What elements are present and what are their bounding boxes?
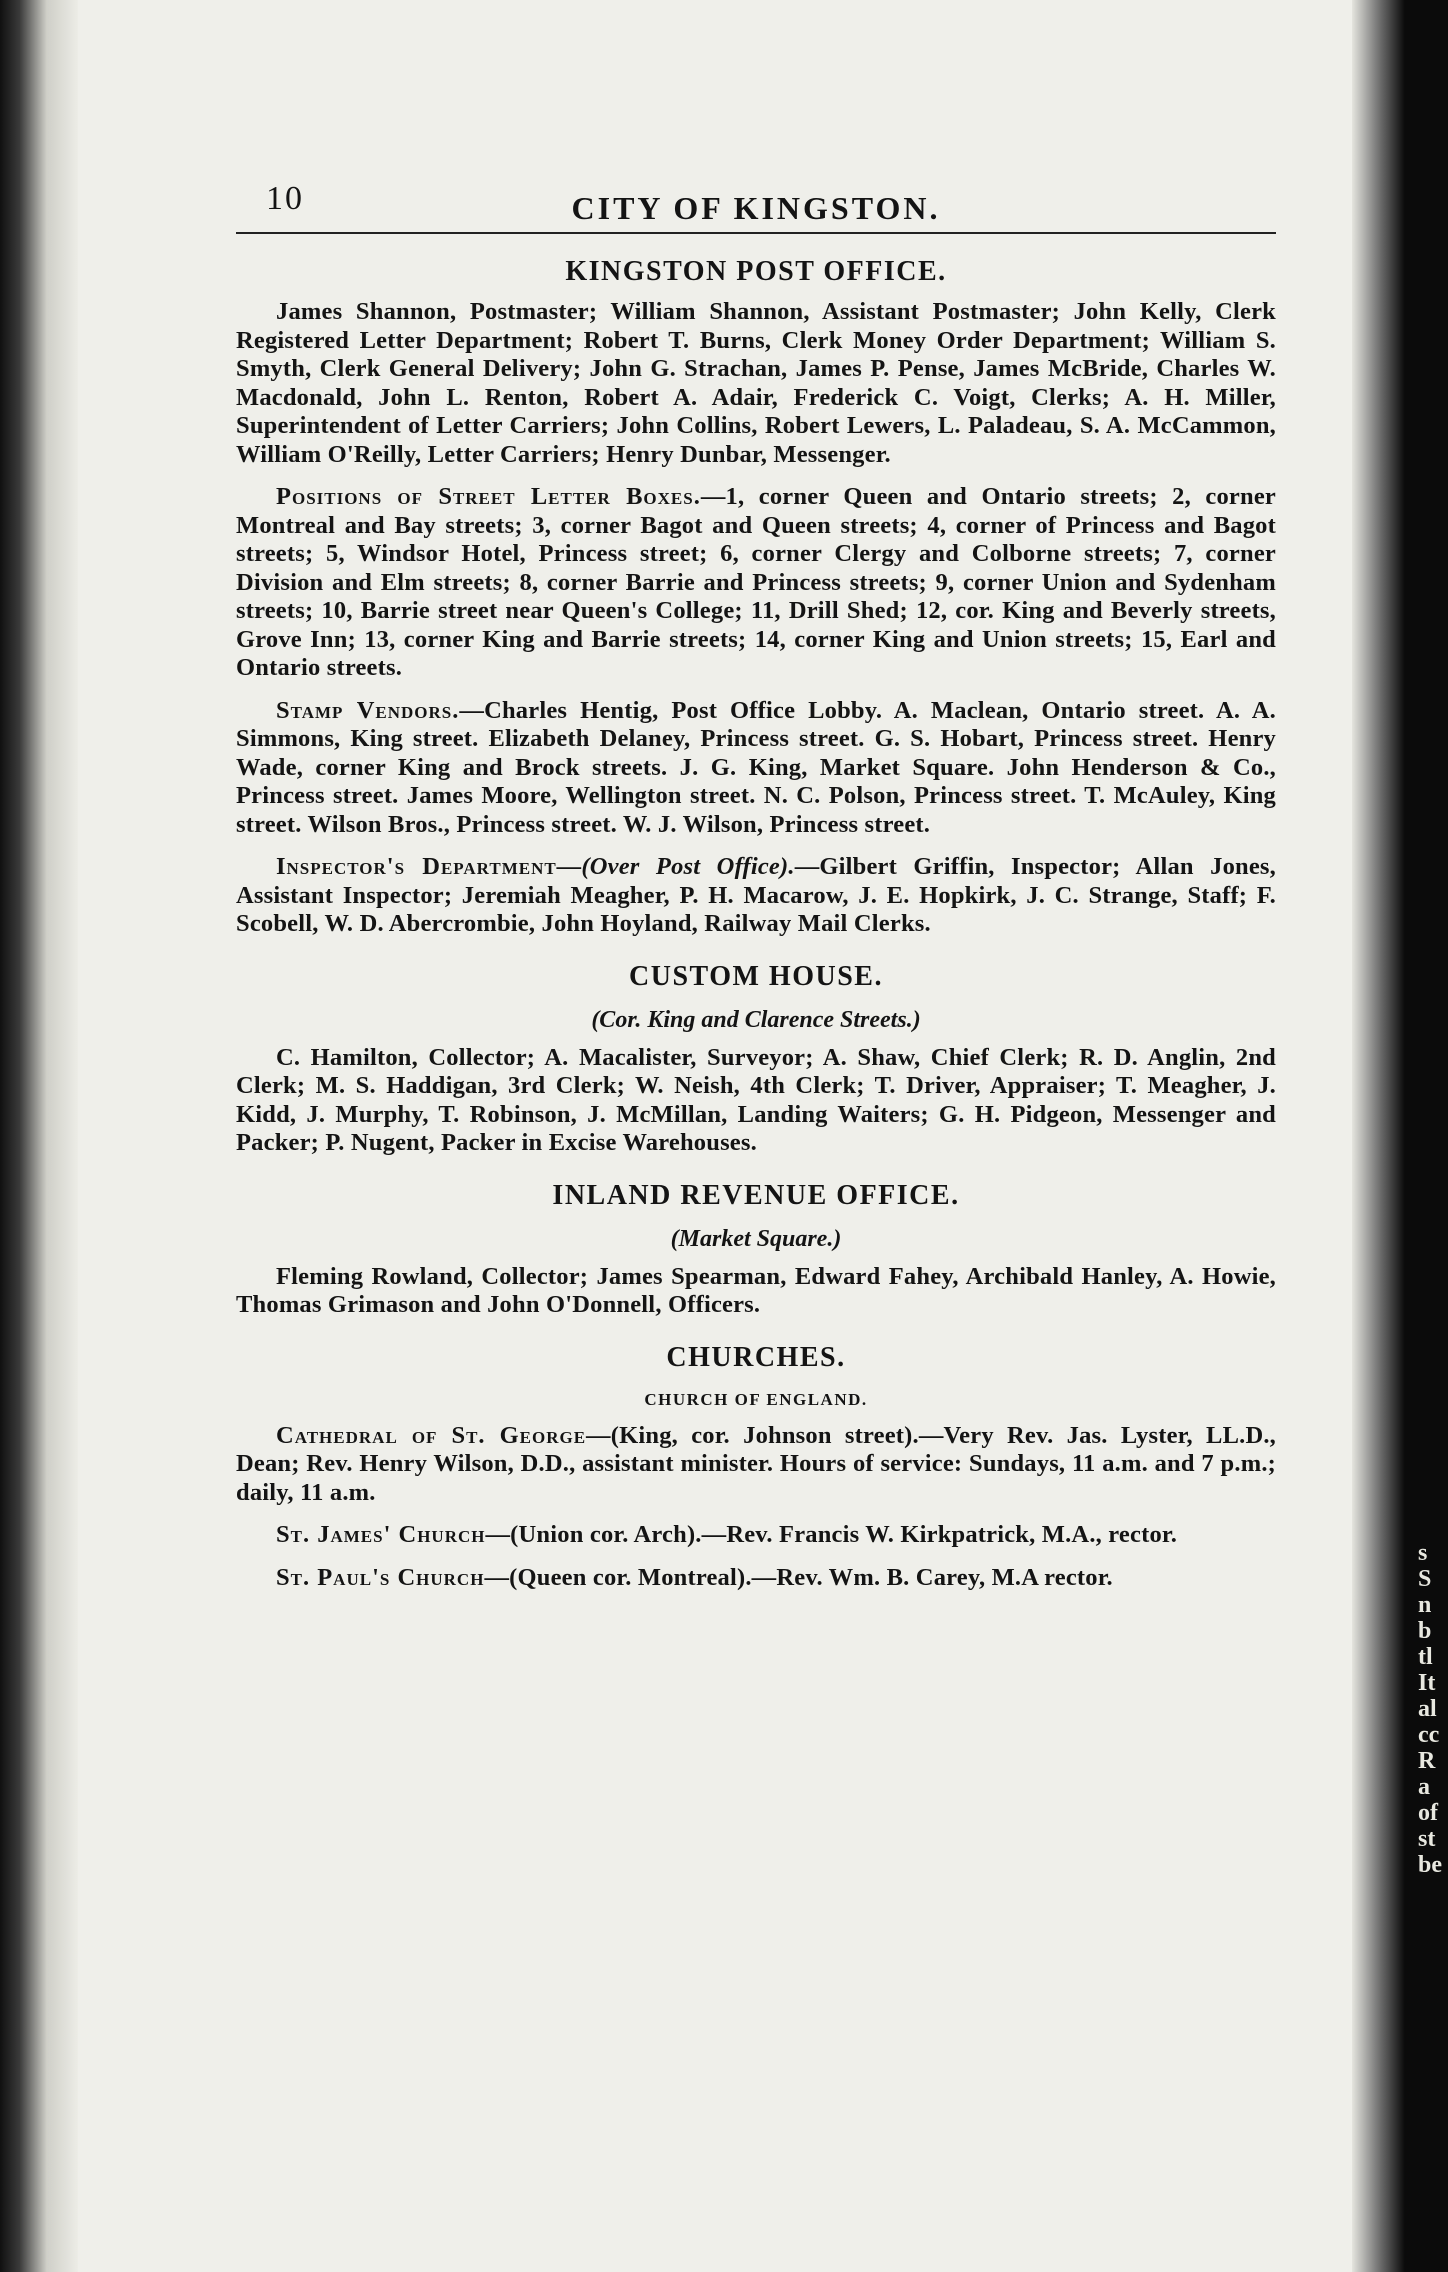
inland-revenue-section bbox=[236, 1180, 1276, 1320]
stamp-vendors-paragraph bbox=[236, 697, 1276, 840]
letter-boxes-text: —1, corner Queen and Ontario streets; 2, corner Montreal and Bay streets; 3, corner Bagot and Queen streets; 4, corner of Princess and Bagot streets; 5, Windsor Hotel, Princess street; 6, corner Clergy and Colborne streets; 7, corner Division and Elm streets; 8, corner Barrie and Princess streets; 9, corner Union and Sydenham streets; 10, Barrie street near Queen's College; 11, Drill Shed; 12, cor. King and Beverly streets, Grove Inn; 13, corner King and Barrie streets; 14, corner King and Union streets; 15, Earl and Ontario streets. bbox=[236, 483, 1276, 681]
section-location: (Cor. King and Clarence Streets.) bbox=[591, 1006, 921, 1033]
book-spine-shadow bbox=[0, 0, 78, 2272]
church-name: St. Paul's Church bbox=[276, 1563, 485, 1591]
fragment: S bbox=[1418, 1566, 1432, 1592]
fragment: b bbox=[1418, 1618, 1432, 1644]
fragment: of bbox=[1418, 1800, 1438, 1826]
post-office-section bbox=[236, 256, 1276, 939]
letter-boxes-paragraph bbox=[236, 483, 1276, 683]
fragment: al bbox=[1418, 1696, 1437, 1722]
running-title: CITY OF KINGSTON. bbox=[571, 190, 941, 226]
inland-revenue-staff: Fleming Rowland, Collector; James Spearman, Edward Fahey, Archibald Hanley, A. Howie, Thomas Grimason and John O'Donnell, Officers. bbox=[236, 1262, 1276, 1318]
section-heading: CHURCHES. bbox=[666, 1341, 846, 1373]
page-number: 10 bbox=[266, 180, 304, 217]
fragment: s bbox=[1418, 1540, 1428, 1566]
fragment: a bbox=[1418, 1774, 1430, 1800]
fragment: n bbox=[1418, 1592, 1432, 1618]
stamp-vendors-text: —Charles Hentig, Post Office Lobby. A. Maclean, Ontario street. A. A. Simmons, King street. Elizabeth Delaney, Princess street. G. S. Hobart, Princess street. Henry Wade, corner King and Brock streets. J. G. King, Market Square. John Henderson & Co., Princess street. James Moore, Wellington street. N. C. Polson, Princess street. T. McAuley, King street. Wilson Bros., Princess street. W. J. Wilson, Princess street. bbox=[236, 696, 1276, 838]
church-details: —(King, cor. Johnson street).—Very Rev. Jas. Lyster, LL.D., Dean; Rev. Henry Wilson, D.D., assistant minister. Hours of service: Sundays, 11 a.m. and 7 p.m.; daily, 11 a.m. bbox=[236, 1421, 1276, 1506]
post-office-staff: James Shannon, Postmaster; William Shannon, Assistant Postmaster; John Kelly, Clerk Registered Letter Department; Robert T. Burns, Clerk Money Order Department; William S. Smyth, Clerk General Delivery; John G. Strachan, James P. Pense, James McBride, Charles W. Macdonald, John L. Renton, Robert A. Adair, Frederick C. Voigt, Clerks; A. H. Miller, Superintendent of Letter Carriers; John Collins, Robert Lewers, L. Paladeau, S. A. McCammon, William O'Reilly, Letter Carriers; Henry Dunbar, Messenger. bbox=[236, 298, 1276, 468]
custom-house-section bbox=[236, 961, 1276, 1158]
section-location: (Market Square.) bbox=[670, 1225, 842, 1252]
section-heading: CUSTOM HOUSE. bbox=[629, 960, 883, 992]
run-in-heading: Inspector's Department bbox=[276, 853, 557, 880]
church-details: —(Union cor. Arch).—Rev. Francis W. Kirkpatrick, M.A., rector. bbox=[485, 1521, 1178, 1548]
fragment: tl bbox=[1418, 1644, 1433, 1670]
fragment: be bbox=[1418, 1852, 1442, 1878]
section-heading: KINGSTON POST OFFICE. bbox=[565, 256, 947, 287]
church-name: Cathedral of St. George bbox=[276, 1421, 587, 1449]
church-name: St. James' Church bbox=[276, 1521, 486, 1548]
church-entry bbox=[236, 1422, 1276, 1508]
church-entry bbox=[236, 1521, 1276, 1550]
denomination-heading: CHURCH OF ENGLAND. bbox=[644, 1389, 868, 1409]
fragment: It bbox=[1418, 1670, 1436, 1696]
inspector-location: —(Over Post Office). bbox=[556, 853, 795, 880]
fragment: R bbox=[1418, 1748, 1436, 1774]
running-head bbox=[236, 160, 1276, 234]
inspector-text: —Gilbert Griffin, Inspector; Allan Jones, Assistant Inspector; Jeremiah Meagher, P. H. Macarow, J. E. Hopkirk, J. C. Strange, Staff; F. Scobell, W. D. Abercrombie, John Hoyland, Railway Mail Clerks. bbox=[236, 853, 1276, 937]
fragment: st bbox=[1418, 1826, 1436, 1852]
page-gutter-shadow bbox=[1352, 0, 1448, 2272]
custom-house-staff: C. Hamilton, Collector; A. Macalister, Surveyor; A. Shaw, Chief Clerk; R. D. Anglin, 2nd Clerk; M. S. Haddigan, 3rd Clerk; W. Neish, 4th Clerk; T. Driver, Appraiser; T. Meagher, J. Kidd, J. Murphy, T. Robinson, J. McMillan, Landing Waiters; G. H. Pidgeon, Messenger and Packer; P. Nugent, Packer in Excise Warehouses. bbox=[236, 1043, 1276, 1156]
adjacent-page-edge bbox=[1418, 1540, 1448, 1878]
page-content bbox=[236, 160, 1276, 1606]
inspector-paragraph bbox=[236, 853, 1276, 939]
run-in-heading: Stamp Vendors. bbox=[276, 696, 460, 724]
churches-section bbox=[236, 1342, 1276, 1593]
fragment: cc bbox=[1418, 1722, 1440, 1748]
church-entry bbox=[236, 1564, 1276, 1593]
run-in-heading: Positions of Street Letter Boxes. bbox=[276, 483, 701, 510]
church-details: —(Queen cor. Montreal).—Rev. Wm. B. Carey, M.A rector. bbox=[484, 1563, 1113, 1591]
section-heading: INLAND REVENUE OFFICE. bbox=[552, 1179, 960, 1211]
